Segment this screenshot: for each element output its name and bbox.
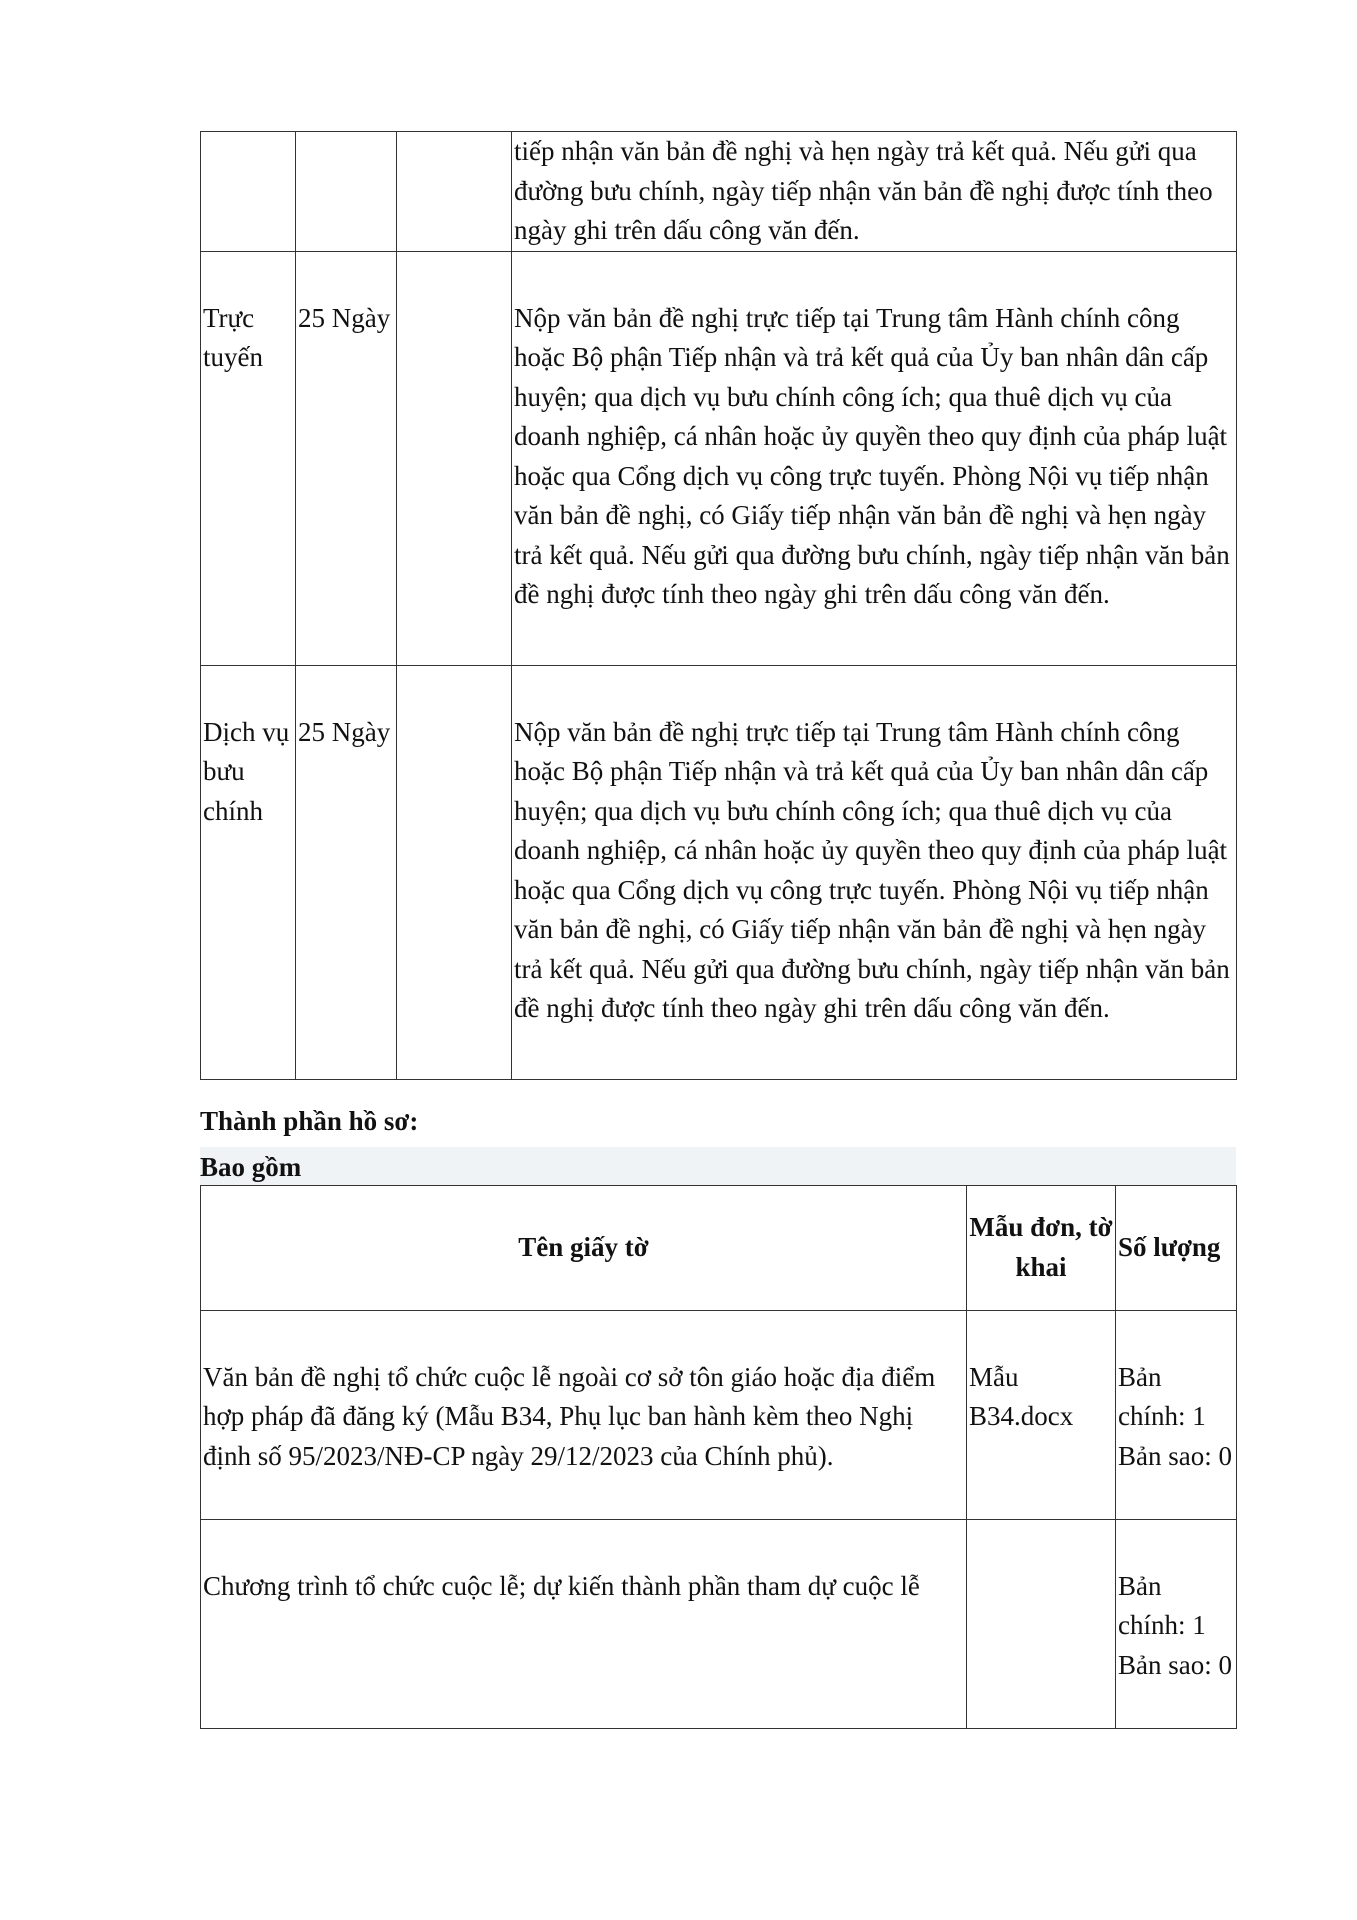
fee-cell: [397, 132, 512, 252]
method-cell: [201, 132, 296, 252]
table-row: [201, 665, 1237, 1079]
table-row: [201, 1310, 1237, 1519]
method-cell: Dịch vụ bưu chính: [201, 665, 296, 1079]
time-cell: 25 Ngày: [296, 665, 397, 1079]
table-row: [201, 132, 1237, 252]
fee-cell: [397, 251, 512, 665]
description-cell: tiếp nhận văn bản đề nghị và hẹn ngày trả kết quả. Nếu gửi qua đường bưu chính, ngày tiếp nhận văn bản đề nghị được tính theo ngày ghi trên dấu công văn đến.: [512, 132, 1237, 252]
document-name-cell: Văn bản đề nghị tổ chức cuộc lễ ngoài cơ sở tôn giáo hoặc địa điểm hợp pháp đã đăng ký (Mẫu B34, Phụ lục ban hành kèm theo Nghị định số 95/2023/NĐ-CP ngày 29/12/2023 của Chính phủ).: [201, 1310, 967, 1519]
documents-table: [200, 1185, 1237, 1729]
table-header-row: [201, 1185, 1237, 1310]
form-link[interactable]: Mẫu B34.docx: [967, 1310, 1116, 1519]
time-cell: 25 Ngày: [296, 251, 397, 665]
processing-methods-table: [200, 131, 1237, 1080]
quantity-cell: Bản chính: 1 Bản sao: 0: [1116, 1519, 1237, 1728]
time-cell: [296, 132, 397, 252]
table-row: [201, 1519, 1237, 1728]
document-name-cell: Chương trình tổ chức cuộc lễ; dự kiến thành phần tham dự cuộc lễ: [201, 1519, 967, 1728]
column-header-name: Tên giấy tờ: [201, 1185, 967, 1310]
quantity-cell: Bản chính: 1 Bản sao: 0: [1116, 1310, 1237, 1519]
method-cell: Trực tuyến: [201, 251, 296, 665]
description-cell: Nộp văn bản đề nghị trực tiếp tại Trung tâm Hành chính công hoặc Bộ phận Tiếp nhận và trả kết quả của Ủy ban nhân dân cấp huyện; qua dịch vụ bưu chính công ích; qua thuê dịch vụ của doanh nghiệp, cá nhân hoặc ủy quyền theo quy định của pháp luật hoặc qua Cổng dịch vụ công trực tuyến. Phòng Nội vụ tiếp nhận văn bản đề nghị, có Giấy tiếp nhận văn bản đề nghị và hẹn ngày trả kết quả. Nếu gửi qua đường bưu chính, ngày tiếp nhận văn bản đề nghị được tính theo ngày ghi trên dấu công văn đến.: [512, 665, 1237, 1079]
subsection-heading: Bao gồm: [200, 1147, 1236, 1185]
column-header-quantity: Số lượng: [1116, 1185, 1237, 1310]
document-page: [200, 131, 1236, 1729]
section-heading: Thành phần hồ sơ:: [200, 1105, 419, 1136]
column-header-form: Mẫu đơn, tờ khai: [967, 1185, 1116, 1310]
form-cell: [967, 1519, 1116, 1728]
description-cell: Nộp văn bản đề nghị trực tiếp tại Trung tâm Hành chính công hoặc Bộ phận Tiếp nhận và trả kết quả của Ủy ban nhân dân cấp huyện; qua dịch vụ bưu chính công ích; qua thuê dịch vụ của doanh nghiệp, cá nhân hoặc ủy quyền theo quy định của pháp luật hoặc qua Cổng dịch vụ công trực tuyến. Phòng Nội vụ tiếp nhận văn bản đề nghị, có Giấy tiếp nhận văn bản đề nghị và hẹn ngày trả kết quả. Nếu gửi qua đường bưu chính, ngày tiếp nhận văn bản đề nghị được tính theo ngày ghi trên dấu công văn đến.: [512, 251, 1237, 665]
fee-cell: [397, 665, 512, 1079]
table-row: [201, 251, 1237, 665]
